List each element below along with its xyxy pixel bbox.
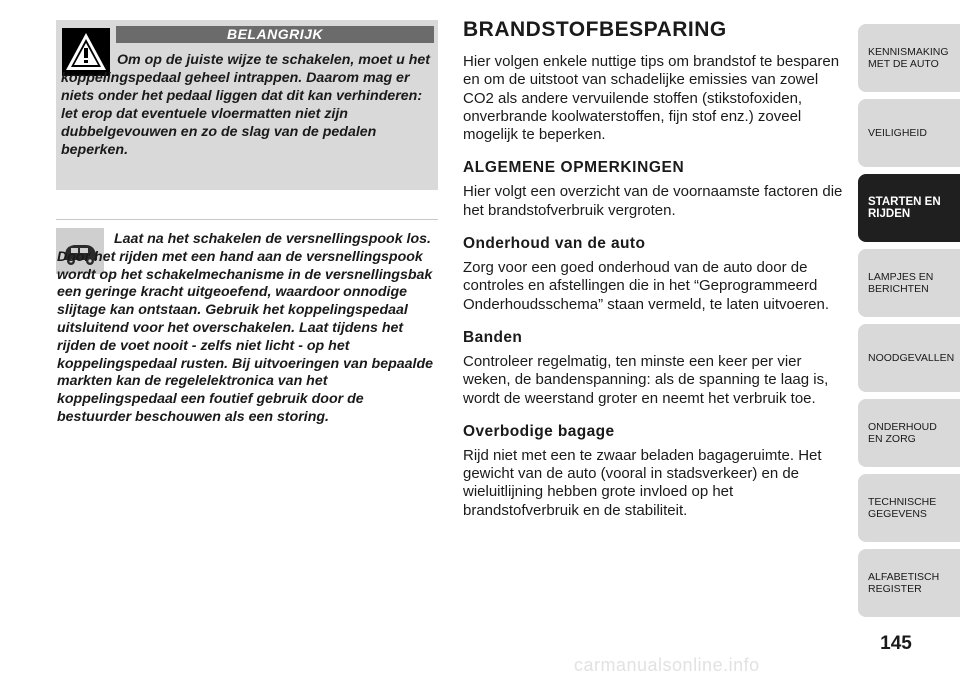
chapter-tabs xyxy=(858,24,960,624)
tab-alfabetisch-register[interactable]: ALFABETISCH REGISTER xyxy=(858,549,960,617)
section-heading: ALGEMENE OPMERKINGEN xyxy=(463,159,685,177)
subsection-paragraph: Rijd niet met een te zwaar beladen bagageruimte. Het gewicht van de auto (vooral in stadsverkeer) en de wieluitlijning hebben grote invloed op het brandstofverbruik en de stabiliteit. xyxy=(463,446,822,519)
tab-starten-en-rijden[interactable]: STARTEN EN RIJDEN xyxy=(858,174,960,242)
page-title: BRANDSTOFBESPARING xyxy=(463,18,727,41)
subsection-heading: Overbodige bagage xyxy=(463,422,615,440)
warning-text: Om op de juiste wijze te schakelen, moet u het koppelingspedaal geheel intrappen. Daarom mag er niets onder het pedaal liggen dat dit kan verhinderen: let erop dat eventuele vloermatten niet zijn dubbelgevouwen en zo de slag van de pedalen beperken. xyxy=(61,52,430,158)
tab-onderhoud-en-zorg[interactable]: ONDERHOUD EN ZORG xyxy=(858,399,960,467)
section-paragraph: Hier volgt een overzicht van de voornaamste factoren die het brandstofverbruik vergroten. xyxy=(463,183,843,219)
tip-text: Laat na het schakelen de versnellingspook los. Door het rijden met een hand aan de versnellingspook wordt op het schakelmechanisme in de versnellingsbak een geringe kracht uitgeoefend, waardoor onnodige slijtage kan ontstaan. Gebruik het koppelingspedaal uitsluitend voor het overschakelen. Laat tijdens het rijden de voet nooit - zelfs niet licht - op het koppelingspedaal rusten. Bij uitvoeringen van bepaalde markten kan de regelelektronica van het koppelingspedaal een foutief gebruik door de bestuurder beschouwen als een storing. xyxy=(57,231,434,425)
warning-box xyxy=(56,20,438,190)
tab-veiligheid[interactable]: VEILIGHEID xyxy=(858,99,960,167)
subsection-paragraph: Zorg voor een goed onderhoud van de auto door de controles en afstellingen die in het “Geprogrammeerd Onderhoudsschema” staan vermeld, te laten uitvoeren. xyxy=(463,259,830,313)
intro-paragraph: Hier volgen enkele nuttige tips om brandstof te besparen en om de uitstoot van schadelijke emissies van zowel CO2 als andere vervuilende stoffen (stikstofoxiden, onverbrande koolwaterstoffen, fijn stof enz.) zoveel mogelijk te beperken. xyxy=(463,53,840,144)
subsection-heading: Onderhoud van de auto xyxy=(463,235,646,253)
page-number: 145 xyxy=(880,633,912,654)
tab-lampjes-en-berichten[interactable]: LAMPJES EN BERICHTEN xyxy=(858,249,960,317)
watermark: carmanualsonline.info xyxy=(574,655,760,675)
warning-title: BELANGRIJK xyxy=(116,26,434,43)
tab-noodgevallen[interactable]: NOODGEVALLEN xyxy=(858,324,960,392)
main-content xyxy=(463,18,848,534)
divider xyxy=(56,219,438,220)
subsection-paragraph: Controleer regelmatig, ten minste een keer per vier weken, de bandenspanning: als de spanning te laag is, wordt de weerstand groter en neemt het verbruik toe. xyxy=(463,352,829,407)
subsection-heading: Banden xyxy=(463,328,523,346)
tab-kennismaking[interactable]: KENNISMAKING MET DE AUTO xyxy=(858,24,960,92)
tab-technische-gegevens[interactable]: TECHNISCHE GEGEVENS xyxy=(858,474,960,542)
